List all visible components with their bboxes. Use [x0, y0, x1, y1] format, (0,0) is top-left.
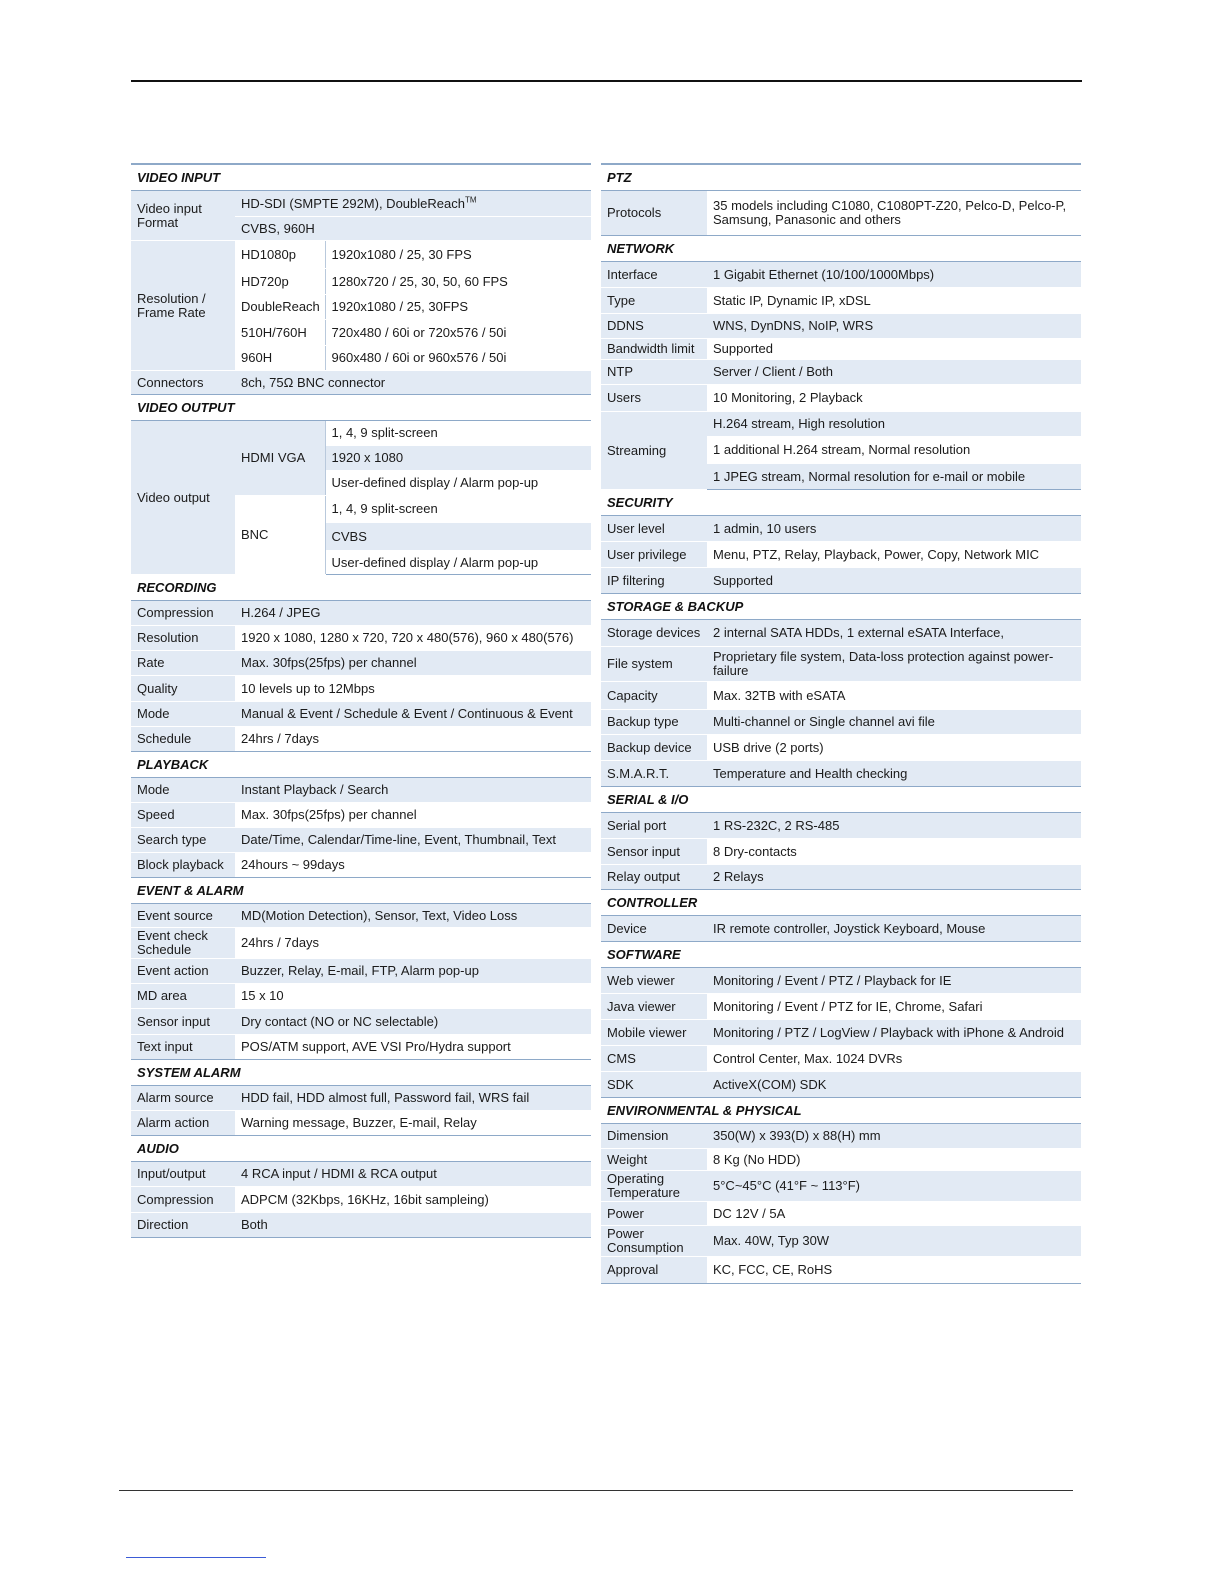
hdmi-row: 1, 4, 9 split-screen — [325, 421, 591, 446]
spec-label: Compression — [131, 1187, 235, 1213]
res-value: 1920x1080 / 25, 30FPS — [325, 295, 591, 320]
spec-value: DC 12V / 5A — [707, 1202, 1081, 1226]
res-value: 1280x720 / 25, 30, 50, 60 FPS — [325, 269, 591, 295]
res-key: 960H — [235, 346, 325, 371]
spec-value: Control Center, Max. 1024 DVRs — [707, 1046, 1081, 1072]
section-storage: STORAGE & BACKUP — [601, 594, 1081, 620]
spec-value: Monitoring / Event / PTZ / Playback for IE — [707, 968, 1081, 994]
footer-rule — [119, 1490, 1073, 1491]
spec-label: CMS — [601, 1046, 707, 1072]
bnc-label: BNC — [235, 496, 325, 575]
spec-label: Java viewer — [601, 994, 707, 1020]
spec-value: Instant Playback / Search — [235, 778, 591, 803]
hdmi-row: User-defined display / Alarm pop-up — [325, 471, 591, 496]
spec-label: Users — [601, 385, 707, 412]
spec-value: 350(W) x 393(D) x 88(H) mm — [707, 1124, 1081, 1149]
spec-value: Buzzer, Relay, E-mail, FTP, Alarm pop-up — [235, 959, 591, 984]
res-key: 510H/760H — [235, 320, 325, 346]
spec-value: 1 Gigabit Ethernet (10/100/1000Mbps) — [707, 262, 1081, 288]
spec-value: Max. 32TB with eSATA — [707, 682, 1081, 710]
spec-label: Alarm action — [131, 1111, 235, 1136]
spec-label: DDNS — [601, 314, 707, 339]
spec-label: Speed — [131, 803, 235, 828]
video-input-format-label: Video input Format — [131, 191, 235, 241]
connectors-value: 8ch, 75Ω BNC connector — [235, 371, 591, 395]
spec-value: Server / Client / Both — [707, 360, 1081, 385]
spec-value: 35 models including C1080, C1080PT-Z20, Pelco-D, Pelco-P, Samsung, Panasonic and others — [707, 191, 1081, 236]
section-recording: RECORDING — [131, 575, 591, 601]
spec-label: SDK — [601, 1072, 707, 1098]
spec-value: Temperature and Health checking — [707, 761, 1081, 787]
spec-value: ActiveX(COM) SDK — [707, 1072, 1081, 1098]
spec-value: ADPCM (32Kbps, 16KHz, 16bit sampleing) — [235, 1187, 591, 1213]
spec-label: Compression — [131, 601, 235, 626]
hdmi-vga-label: HDMI VGA — [235, 421, 325, 496]
bnc-row: User-defined display / Alarm pop-up — [325, 551, 591, 575]
connectors-label: Connectors — [131, 371, 235, 395]
spec-value: 15 x 10 — [235, 984, 591, 1009]
spec-value: 24hrs / 7days — [235, 727, 591, 752]
spec-value: HDD fail, HDD almost full, Password fail, WRS fail — [235, 1086, 591, 1111]
streaming-row: H.264 stream, High resolution — [707, 412, 1081, 437]
spec-label: File system — [601, 647, 707, 682]
spec-value: Dry contact (NO or NC selectable) — [235, 1009, 591, 1035]
spec-value: Supported — [707, 339, 1081, 360]
spec-label: Storage devices — [601, 620, 707, 647]
spec-label: Search type — [131, 828, 235, 853]
spec-label: Capacity — [601, 682, 707, 710]
spec-label: Relay output — [601, 865, 707, 890]
spec-label: Sensor input — [601, 839, 707, 865]
spec-label: Mode — [131, 702, 235, 727]
spec-value: Max. 30fps(25fps) per channel — [235, 803, 591, 828]
spec-value: Proprietary file system, Data-loss protection against power-failure — [707, 647, 1081, 682]
spec-label: Input/output — [131, 1162, 235, 1187]
spec-label: Power Consumption — [601, 1226, 707, 1257]
spec-label: Quality — [131, 676, 235, 702]
footer-link-underline — [126, 1557, 266, 1558]
streaming-row: 1 additional H.264 stream, Normal resolution — [707, 437, 1081, 464]
section-controller: CONTROLLER — [601, 890, 1081, 916]
spec-value: Max. 30fps(25fps) per channel — [235, 651, 591, 676]
spec-label: Text input — [131, 1035, 235, 1060]
res-key: HD1080p — [235, 241, 325, 269]
streaming-row: 1 JPEG stream, Normal resolution for e-mail or mobile — [707, 464, 1081, 490]
spec-value: Monitoring / Event / PTZ for IE, Chrome, Safari — [707, 994, 1081, 1020]
spec-label: Resolution — [131, 626, 235, 651]
spec-value: WNS, DynDNS, NoIP, WRS — [707, 314, 1081, 339]
spec-value: IR remote controller, Joystick Keyboard, Mouse — [707, 916, 1081, 942]
spec-label: MD area — [131, 984, 235, 1009]
spec-value: Date/Time, Calendar/Time-line, Event, Thumbnail, Text — [235, 828, 591, 853]
spec-value: Warning message, Buzzer, E-mail, Relay — [235, 1111, 591, 1136]
section-network: NETWORK — [601, 236, 1081, 262]
header-rule — [131, 80, 1082, 82]
res-value: 1920x1080 / 25, 30 FPS — [325, 241, 591, 269]
section-video-input: VIDEO INPUT — [131, 164, 591, 191]
spec-label: Interface — [601, 262, 707, 288]
spec-value: 2 Relays — [707, 865, 1081, 890]
spec-label: Weight — [601, 1149, 707, 1171]
left-spec-table — [131, 163, 591, 1238]
spec-value: 1 RS-232C, 2 RS-485 — [707, 813, 1081, 839]
video-input-format-value2: CVBS, 960H — [235, 217, 591, 241]
spec-label: Device — [601, 916, 707, 942]
spec-value: 5°C~45°C (41°F ~ 113°F) — [707, 1171, 1081, 1202]
section-environment: ENVIRONMENTAL & PHYSICAL — [601, 1098, 1081, 1124]
video-output-label: Video output — [131, 421, 235, 575]
spec-label: S.M.A.R.T. — [601, 761, 707, 787]
resolution-label: Resolution / Frame Rate — [131, 241, 235, 371]
spec-value: Static IP, Dynamic IP, xDSL — [707, 288, 1081, 314]
res-key: HD720p — [235, 269, 325, 295]
spec-value: 24hours ~ 99days — [235, 853, 591, 878]
spec-value: H.264 / JPEG — [235, 601, 591, 626]
bnc-row: 1, 4, 9 split-screen — [325, 496, 591, 523]
spec-label: Schedule — [131, 727, 235, 752]
spec-value: KC, FCC, CE, RoHS — [707, 1257, 1081, 1284]
spec-label: Approval — [601, 1257, 707, 1284]
streaming-label: Streaming — [601, 412, 707, 490]
spec-label: Mode — [131, 778, 235, 803]
spec-value: Max. 40W, Typ 30W — [707, 1226, 1081, 1257]
spec-label: Protocols — [601, 191, 707, 236]
spec-value: Multi-channel or Single channel avi file — [707, 710, 1081, 735]
spec-label: Event action — [131, 959, 235, 984]
spec-label: Rate — [131, 651, 235, 676]
spec-label: Mobile viewer — [601, 1020, 707, 1046]
res-value: 960x480 / 60i or 960x576 / 50i — [325, 346, 591, 371]
spec-value: 10 levels up to 12Mbps — [235, 676, 591, 702]
section-playback: PLAYBACK — [131, 752, 591, 778]
spec-label: NTP — [601, 360, 707, 385]
spec-value: 8 Dry-contacts — [707, 839, 1081, 865]
spec-label: Direction — [131, 1213, 235, 1238]
spec-label: Event source — [131, 904, 235, 928]
res-key: DoubleReach — [235, 295, 325, 320]
bnc-row: CVBS — [325, 523, 591, 551]
spec-value: Manual & Event / Schedule & Event / Continuous & Event — [235, 702, 591, 727]
spec-value: MD(Motion Detection), Sensor, Text, Video Loss — [235, 904, 591, 928]
video-input-format-value: HD-SDI (SMPTE 292M), DoubleReach™ — [235, 191, 591, 217]
spec-label: Backup device — [601, 735, 707, 761]
spec-label: Dimension — [601, 1124, 707, 1149]
right-spec-column — [601, 163, 1081, 1284]
spec-label: IP filtering — [601, 568, 707, 594]
spec-value: 24hrs / 7days — [235, 928, 591, 959]
spec-label: Alarm source — [131, 1086, 235, 1111]
section-ptz: PTZ — [601, 164, 1081, 191]
spec-value: Monitoring / PTZ / LogView / Playback with iPhone & Android — [707, 1020, 1081, 1046]
hdmi-row: 1920 x 1080 — [325, 446, 591, 471]
res-value: 720x480 / 60i or 720x576 / 50i — [325, 320, 591, 346]
spec-value: 1920 x 1080, 1280 x 720, 720 x 480(576), 960 x 480(576) — [235, 626, 591, 651]
spec-value: 1 admin, 10 users — [707, 516, 1081, 542]
section-audio: AUDIO — [131, 1136, 591, 1162]
spec-value: Menu, PTZ, Relay, Playback, Power, Copy, Network MIC — [707, 542, 1081, 568]
spec-label: Power — [601, 1202, 707, 1226]
spec-label: Block playback — [131, 853, 235, 878]
section-video-output: VIDEO OUTPUT — [131, 395, 591, 421]
spec-value: 8 Kg (No HDD) — [707, 1149, 1081, 1171]
spec-value: Both — [235, 1213, 591, 1238]
section-software: SOFTWARE — [601, 942, 1081, 968]
spec-label: Type — [601, 288, 707, 314]
spec-value: 2 internal SATA HDDs, 1 external eSATA Interface, — [707, 620, 1081, 647]
spec-label: User level — [601, 516, 707, 542]
spec-label: Backup type — [601, 710, 707, 735]
spec-value: 10 Monitoring, 2 Playback — [707, 385, 1081, 412]
spec-value: POS/ATM support, AVE VSI Pro/Hydra support — [235, 1035, 591, 1060]
left-spec-column — [131, 163, 591, 1238]
spec-label: Event check Schedule — [131, 928, 235, 959]
spec-label: User privilege — [601, 542, 707, 568]
spec-label: Operating Temperature — [601, 1171, 707, 1202]
section-serial: SERIAL & I/O — [601, 787, 1081, 813]
section-security: SECURITY — [601, 490, 1081, 516]
spec-label: Sensor input — [131, 1009, 235, 1035]
spec-value: Supported — [707, 568, 1081, 594]
section-system-alarm: SYSTEM ALARM — [131, 1060, 591, 1086]
spec-value: 4 RCA input / HDMI & RCA output — [235, 1162, 591, 1187]
spec-value: USB drive (2 ports) — [707, 735, 1081, 761]
spec-label: Bandwidth limit — [601, 339, 707, 360]
spec-label: Web viewer — [601, 968, 707, 994]
spec-label: Serial port — [601, 813, 707, 839]
section-event-alarm: EVENT & ALARM — [131, 878, 591, 904]
right-spec-table — [601, 163, 1081, 1284]
